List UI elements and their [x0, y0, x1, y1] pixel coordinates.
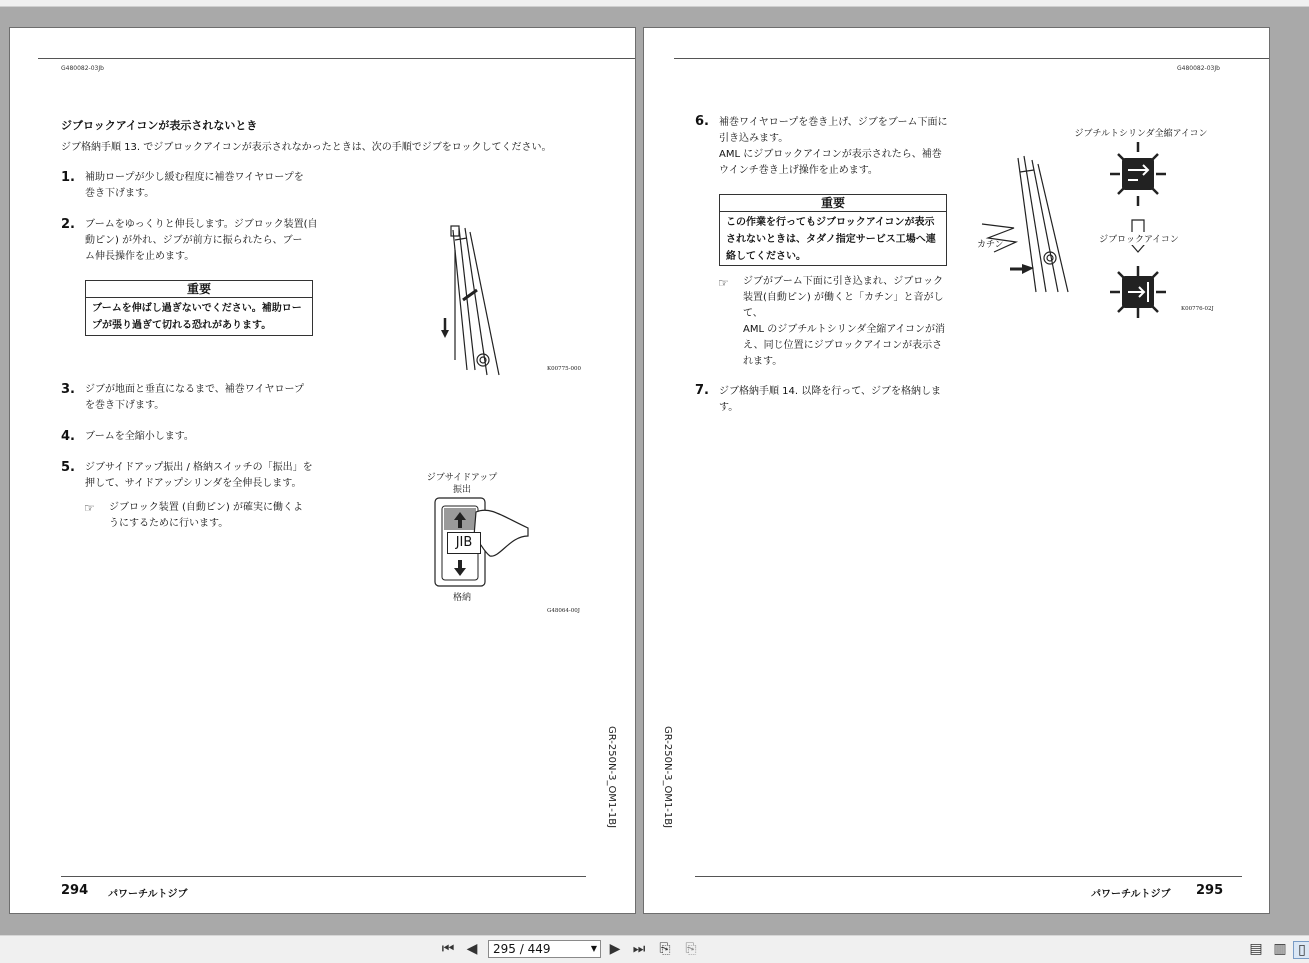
side-doc-code: GR-250N-3_OM1-1BJ	[662, 726, 673, 829]
important-title: 重要	[720, 195, 946, 212]
page-number: 294	[61, 883, 89, 898]
continuous-view-icon[interactable]: ▥	[1273, 941, 1287, 957]
step-number: 2.	[61, 217, 75, 232]
jib-switch-text: JIB	[447, 532, 481, 554]
page-number: 295	[1196, 883, 1224, 898]
boom-line	[459, 228, 475, 370]
footer-rule	[61, 876, 586, 877]
intro-text: ジブ格納手順 13. でジブロックアイコンが表示されなかったときは、次の手順でジブをロックしてください。	[61, 142, 552, 153]
step-number: 5.	[61, 460, 75, 475]
note-text: ジブロック装置 (自動ピン) が確実に働くよ うにするために行います。	[109, 502, 303, 529]
figure-code: K00775-000	[547, 366, 581, 372]
important-body: この作業を行ってもジブロックアイコンが表示 されないときは、タダノ指定サービス工場へ連 絡してください。	[726, 217, 936, 262]
switch-label-top: ジブサイドアップ 振出	[426, 473, 498, 495]
page-indicator: 295 / 449	[493, 942, 551, 956]
note-text: ジブがブーム下面に引き込まれ、ジブロック 装置(自動ピン) が働くと「カチン」と音がして、 AML のジブチルトシリンダ全縮アイコンが消 え、同じ位置にジブロックアイコンが表示さ れます。	[743, 276, 946, 367]
next-page-icon[interactable]: ▶	[609, 941, 621, 957]
important-title: 重要	[86, 281, 312, 298]
footer-title: パワーチルトジブ	[1091, 889, 1171, 900]
icon-transition-figure	[1108, 140, 1168, 320]
switch-label-bottom: 格納	[452, 593, 471, 603]
step-text: ジブサイドアップ振出 / 格納スイッチの「振出」を 押して、サイドアップシリンダを全伸長します。	[85, 462, 313, 489]
side-doc-code: GR-250N-3_OM1-1BJ	[606, 726, 617, 829]
doc-id: G480082-03Jb	[1177, 65, 1220, 72]
click-sound-label: カチン	[977, 240, 1004, 250]
step-text: 補助ロープが少し緩む程度に補巻ワイヤロープを 巻き下げます。	[85, 172, 304, 199]
step-number: 7.	[695, 383, 709, 398]
boom-head	[451, 226, 459, 236]
dropdown-caret-icon: ▼	[590, 944, 597, 953]
step-number: 6.	[695, 114, 709, 129]
footer-title: パワーチルトジブ	[108, 889, 188, 900]
first-page-icon[interactable]: ⏮	[441, 941, 455, 957]
last-page-icon[interactable]: ⏭	[632, 941, 646, 957]
step-number: 1.	[61, 170, 75, 185]
step-text: ジブ格納手順 14. 以降を行って、ジブを格納しま す。	[719, 386, 942, 413]
jib-switch-figure	[430, 496, 535, 588]
boom-line	[455, 238, 467, 240]
jib-tilt-retract-icon	[1122, 158, 1154, 190]
step-number: 4.	[61, 429, 75, 444]
boom-figure	[415, 220, 515, 380]
icon-label-mid: ジブロックアイコン	[1084, 232, 1194, 245]
boom-line	[470, 232, 499, 375]
go-forward-view-icon[interactable]: ⎘	[685, 941, 697, 957]
document-page-left	[9, 27, 636, 914]
step-text: ブームをゆっくりと伸長します。ジブロック装置(自 動ピン) が外れ、ジブが前方に振られたら、ブー ム伸長操作を止めます。	[85, 219, 318, 262]
important-body: ブームを伸ばし過ぎないでください。補助ロー プが張り過ぎて切れる恐れがあります。	[92, 303, 302, 331]
important-box	[85, 280, 313, 336]
step-text: ブームを全縮小します。	[85, 431, 194, 442]
go-back-view-icon[interactable]: ⎘	[659, 941, 671, 957]
section-heading: ジブロックアイコンが表示されないとき	[61, 119, 258, 132]
note-hand-icon: ☞	[84, 501, 95, 515]
window-top-strip	[0, 0, 1309, 7]
previous-page-icon[interactable]: ◀	[466, 941, 478, 957]
doc-id: G480082-03Jb	[61, 65, 104, 72]
two-page-view-icon[interactable]: ▯	[1293, 941, 1309, 959]
figure-code: K00776-02J	[1181, 306, 1214, 312]
header-rule	[38, 58, 636, 59]
boom-retract-figure	[974, 152, 1084, 300]
icon-label-top: ジブチルトシリンダ全縮アイコン	[1074, 129, 1208, 139]
footer-rule	[695, 876, 1242, 877]
down-arrow-icon	[441, 330, 449, 338]
note-hand-icon: ☞	[718, 276, 729, 290]
viewer-toolbar	[0, 935, 1309, 963]
important-box	[719, 194, 947, 266]
boom-pin	[1047, 255, 1053, 261]
step-number: 3.	[61, 382, 75, 397]
step-text: 補巻ワイヤロープを巻き上げ、ジブをブーム下面に 引き込みます。 AML にジブロックアイコンが表示されたら、補巻 ウインチ巻き上げ操作を止めます。	[719, 117, 948, 176]
figure-code: G48064-00J	[547, 608, 580, 614]
step-text: ジブが地面と垂直になるまで、補巻ワイヤロープ を巻き下げます。	[85, 384, 304, 411]
header-rule	[674, 58, 1270, 59]
document-page-right	[643, 27, 1270, 914]
boom-pin	[477, 354, 489, 366]
single-page-view-icon[interactable]: ▤	[1249, 941, 1263, 957]
page-selector[interactable]	[488, 940, 601, 958]
